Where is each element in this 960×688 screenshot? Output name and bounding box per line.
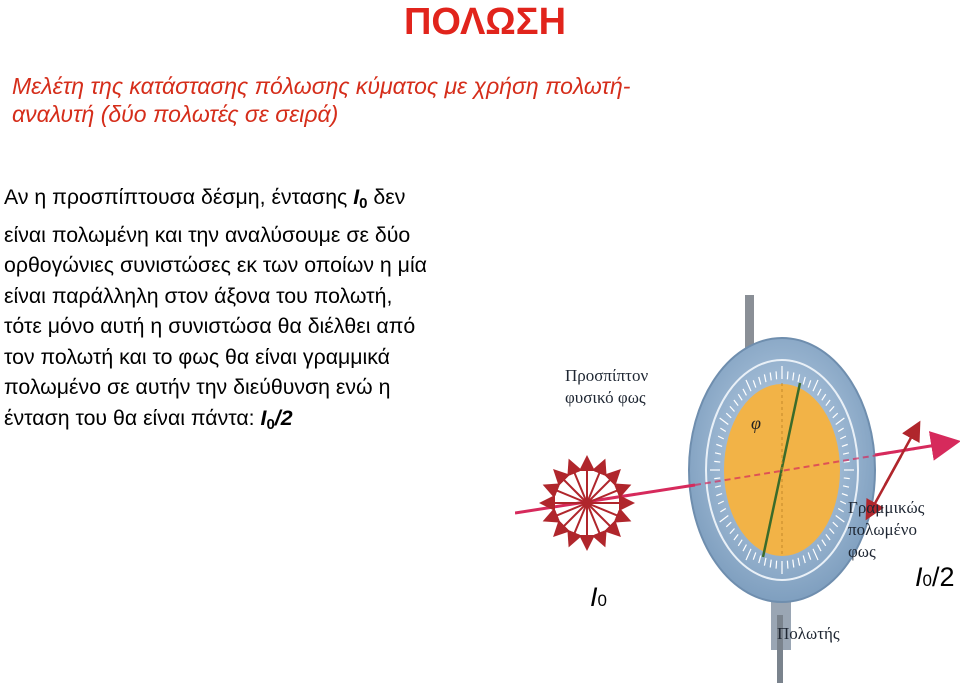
polarizer-illustration [515, 285, 960, 683]
paragraph-line-5: τότε μόνο αυτή η συνιστώσα θα διέλθει από [4, 314, 416, 338]
subtitle-line-1: Μελέτη της κατάστασης πόλωσης κύματος με χρήση πολωτή- [12, 73, 631, 99]
scale-tick [787, 371, 788, 379]
field-vector [587, 503, 618, 534]
incident-label-line-2: φυσικό φως [565, 388, 646, 407]
subtitle [12, 72, 912, 128]
input-intensity-label: I0 [590, 582, 607, 612]
scale-tick [714, 478, 720, 479]
paragraph-line-2: είναι πολωμένη και την αναλύσουμε σε δύο [4, 222, 411, 247]
field-vector [556, 503, 587, 534]
incident-label-line-1: Προσπίπτον [565, 366, 649, 385]
paragraph-line-6: τον πολωτή και το φως θα είναι γραμμικά [4, 344, 390, 369]
subtitle-line-2: αναλυτή (δύο πολωτές σε σειρά) [12, 101, 339, 127]
angle-symbol: φ [751, 413, 761, 433]
polarized-label-line-1: Γραμμικώς [848, 498, 925, 517]
body-paragraph [4, 182, 564, 440]
scale-tick [787, 561, 788, 569]
paragraph-line-1: Αν η προσπίπτουσα δέσμη, έντασης $I_0$ δεν [4, 185, 406, 212]
page-title: ΠΟΛΩΣΗ [403, 1, 567, 43]
polarizer-figure [515, 285, 960, 683]
scale-tick [844, 478, 850, 479]
incident-light-label [565, 365, 648, 409]
incident-ray [515, 485, 695, 513]
polarized-light-label [848, 497, 924, 563]
scale-tick [776, 371, 777, 379]
polarized-label-line-3: φως [848, 542, 876, 561]
paragraph-line-3: ορθογώνιες συνιστώσες εκ των οποίων η μία [4, 253, 427, 277]
field-vector [556, 472, 587, 503]
scale-tick [776, 561, 777, 569]
transmitted-ray [875, 442, 955, 455]
output-intensity-label: I0/2 [915, 562, 955, 592]
scale-tick [714, 461, 720, 462]
unpolarized-light-symbol [543, 459, 631, 547]
polarized-label-line-2: πολωμένο [848, 520, 917, 539]
polarizer-label: Πολωτής [777, 624, 840, 643]
paragraph-line-4: είναι παράλληλη στον άξονα του πολωτή, [4, 283, 393, 308]
paragraph-line-7: πολωμένο σε αυτήν την διεύθυνση ενώ η [4, 375, 391, 399]
paragraph-line-8: ένταση του θα είναι πάντα: $I_0/2$ [4, 405, 293, 433]
